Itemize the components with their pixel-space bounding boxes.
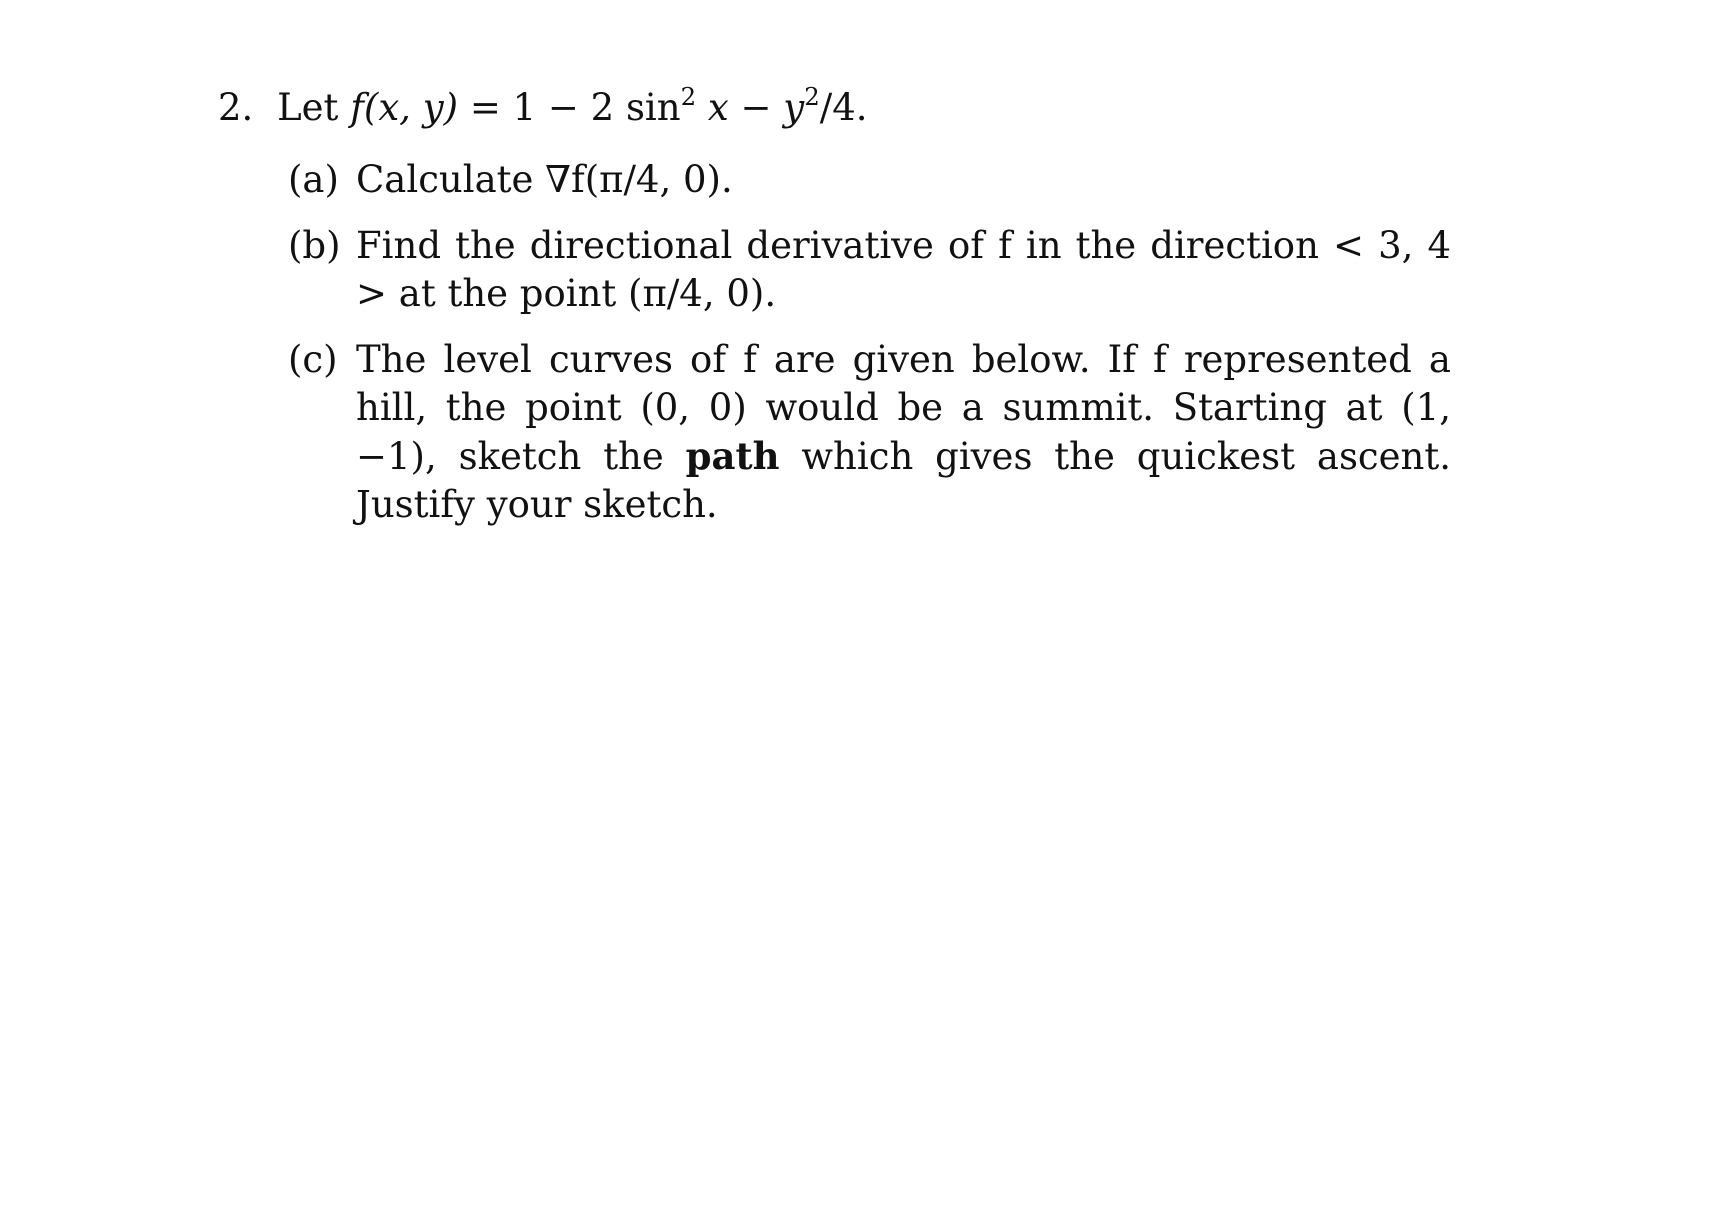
function-var-x: x: [707, 86, 729, 129]
function-rhs-suffix: /4.: [819, 86, 868, 129]
part-text: Find the directional derivative of f in the direction < 3, 4 > at the point (π/4, 0).: [356, 224, 1451, 315]
function-lhs: f(x, y): [350, 86, 459, 129]
part-text: [356, 336, 1451, 529]
part-label: (c): [288, 338, 338, 381]
part-text-before-bold: The level curves of f are given below. If f represented a hill, the point (0, 0) would be a summit. Starting at (1, −1), sketch the: [356, 338, 1451, 478]
function-power-y: 2: [804, 82, 820, 112]
part-label: (a): [288, 158, 339, 201]
problem-parts: [218, 156, 1518, 529]
problem-stem: [218, 84, 1518, 132]
function-rhs-mid: −: [728, 86, 784, 129]
part-text-bold: path: [685, 434, 780, 478]
part-a: [218, 156, 1518, 204]
function-rhs-prefix: = 1 − 2 sin: [469, 86, 681, 129]
problem-intro: Let: [277, 86, 339, 129]
part-c: [218, 336, 1518, 529]
part-text-after-bold: which gives the quickest ascent. Justify your sketch.: [356, 435, 1452, 526]
problem-number: 2.: [218, 86, 254, 129]
part-b: [218, 222, 1518, 318]
part-label: (b): [288, 224, 341, 267]
function-var-y: y: [783, 86, 805, 129]
function-power: 2: [680, 82, 697, 112]
part-text: Calculate ∇f(π/4, 0).: [356, 158, 733, 201]
problem-2: [218, 84, 1518, 547]
